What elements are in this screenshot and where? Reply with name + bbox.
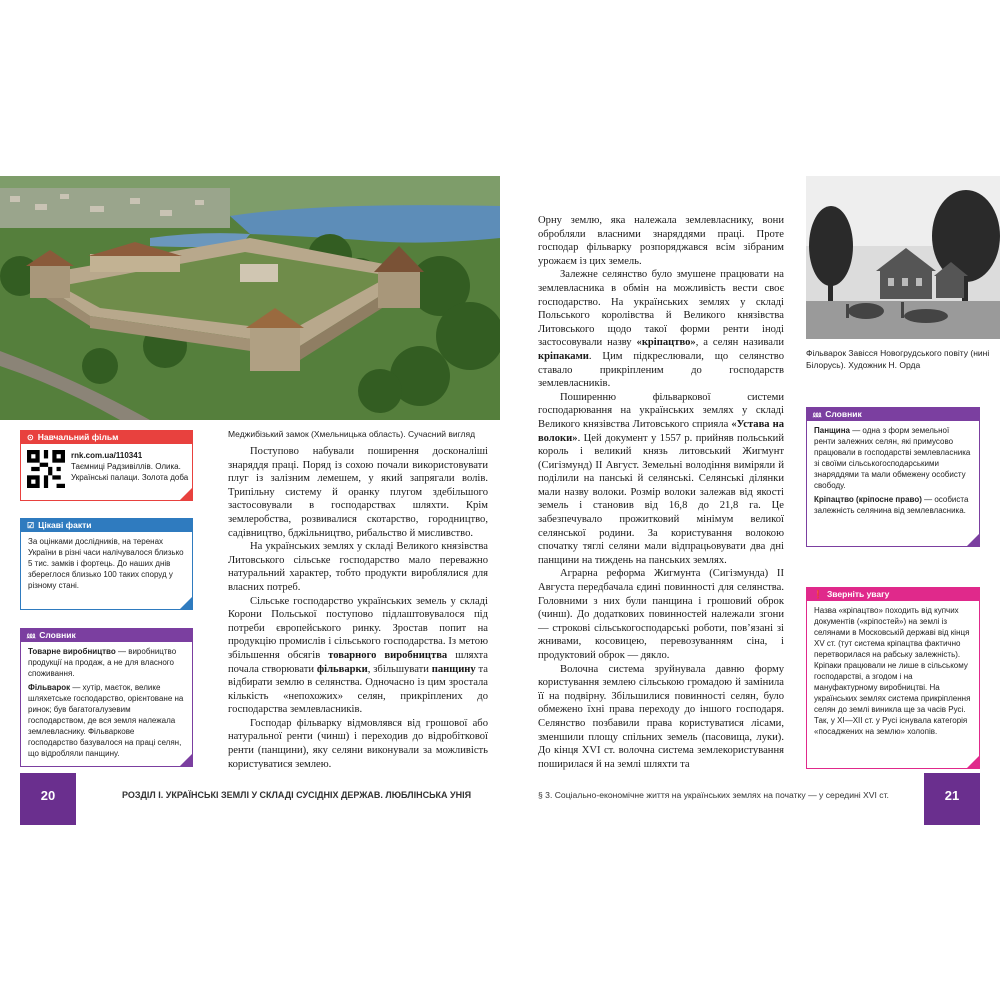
glossary-entry — [814, 494, 972, 516]
play-icon: ⊙ — [27, 433, 34, 442]
text-run: Сільське господарство українських земель у складі Корони Польської поступово підлаштовувалося під потреби європейського ринку. Зростав попит на продукцію промислів і сільського господарства. Із метою збільшення обсягів — [228, 595, 488, 661]
footer-chapter-title: РОЗДІЛ І. УКРАЇНСЬКІ ЗЕМЛІ У СКЛАДІ СУСІДНІХ ДЕРЖАВ. ЛЮБЛІНСЬКА УНІЯ — [122, 790, 472, 800]
box-title: Цікаві факти — [38, 520, 92, 530]
paragraph: Господар фільварку відмовлявся від грошової або натуральної ренти (чинш) і переходив до відробіткової ренти (панщини), яку селяни виконували за можливість користуватися землею. — [228, 717, 488, 770]
paragraph — [538, 391, 784, 568]
paragraph: Аграрна реформа Жигмунта (Сигізмунда) ІІ Августа передбачала єдині повинності для селянства. Головними з них були панщина і грошовий оброк (чинш). До додаткових повинностей належали згони — строкові сільськогосподарські роботи, пов’язані зі жнивами, косовицею, перевозуванням сіна, і продуктовий оброк — дякло. — [538, 568, 784, 661]
film-link[interactable]: rnk.com.ua/110341 — [71, 451, 143, 460]
box-title: Словник — [39, 630, 76, 640]
key-term: фільварки — [316, 663, 368, 675]
glossary-definition: — хутір, маєток, велике шляхетське господарство, орієнтоване на ринок; був багатогалузевим господарством, де вся земля належала землевласнику. Фільваркове господарство базувалося на праці селян, що відробляли панщину. — [28, 683, 184, 758]
text-run: . Цей документ у 1557 р. прийняв польський король і великий князь литовський Жигмунт (Сигізмунд) ІІ Август. Земельні володіння виміряли й поділили на панські й селянські. Селянські ділянки мали назву волоки. Розмір волоки залежав від якості земель і становив від 16,8 до 21,8 га. Це забезпечувало прожитковий мінімум великої селянської родини. За користування волокою спочатку тяглі селяни мали відпрацьовувати два дні панщини на тиждень на панських землях. — [538, 432, 784, 566]
qr-code-icon[interactable] — [27, 450, 65, 488]
box-title: Словник — [825, 409, 862, 419]
glossary-entry — [814, 425, 972, 491]
glossary-definition: — особиста залежність селянина від землевласника. — [814, 495, 969, 515]
learning-film-box — [20, 430, 193, 501]
drawing-caption: Фільварок Завісся Новогрудського повіту (нині Білорусь). Художник Н. Орда — [806, 348, 990, 370]
attention-box — [806, 587, 980, 769]
key-term: «кріпацтво» — [636, 337, 696, 349]
box-title: Навчальний фільм — [37, 432, 119, 442]
glossary-definition: — виробництво продукції на продаж, а не для власного споживання. — [28, 647, 177, 678]
page-number-left: 20 — [20, 773, 76, 825]
paragraph: Поступово набували поширення досконаліші знаряддя праці. Поряд із сохою почали використовувати плуг із залізним лемешем, у який запрягали волів. Трипільну систему й оранку плугом здебільшого застосовували в господарствах шляхти. Крім землеробства, розвивалися скотарство, городництво, садівництво, бджільництво, рибальство й мисливство. — [228, 446, 488, 539]
film-description: Таємниці Радзивіллів. Олика. Українські палаци. Золота доба — [71, 462, 189, 482]
box-title: Зверніть увагу — [826, 589, 890, 599]
glossary-entry — [28, 646, 185, 679]
glossary-term: Фільварок — [28, 683, 71, 692]
text-run: , збільшувати — [367, 663, 432, 675]
checkbox-icon: ☑ — [27, 521, 35, 530]
footer-section-title: § 3. Соціально-економічне життя на українських землях на початку — у середині XVI ст. — [538, 790, 889, 800]
paragraph: Волочна система зруйнувала давню форму користування землею сільською громадою й замінила її на подвірну. Збільшилися повинності селян, було обмежено їхні права переходу до іншого господаря. Селянство позбавили права користуватися лісами, зменшили площу спільних земель (пасовища, луки). До кінця XVI ст. волочна система землекористування поширилася й на землі шляхти та — [538, 663, 784, 770]
corner-mark — [967, 534, 979, 546]
key-term: «Устава на волоки» — [538, 418, 785, 444]
left-column-text — [228, 445, 488, 771]
paragraph — [538, 268, 784, 390]
exclamation-icon: ❗ — [813, 590, 823, 599]
corner-mark — [967, 756, 979, 768]
glossary-term: Панщина — [814, 426, 850, 435]
key-term: кріпаками — [538, 350, 589, 362]
castle-photo — [0, 176, 500, 420]
text-run: шляхта почала створювати — [228, 649, 488, 675]
text-run: . Цим підкреслювали, що селянство ставало прикріпленим до господарств землевласників. — [538, 350, 784, 390]
facts-text: За оцінками дослідників, на теренах України в різні часи налічувалося близько 5 тис. замків і фортець. До наших днів збереглося близько 100 таких споруд у різному стані. — [28, 537, 184, 590]
key-term: панщину — [431, 663, 476, 675]
manor-drawing — [806, 176, 1000, 339]
paragraph — [228, 595, 488, 717]
text-run: Залежне селянство було змушене працювати на землевласника в обмін на можливість вести своє господарство. На українських землях у складі Польського королівства й Великого князівства Литовського щодо такої форми ренти іноді застосовували назву — [538, 269, 784, 349]
text-run: Поширенню фільваркової системи господарювання на українських землях у складі Великого князівства Литовського сприяла — [538, 391, 784, 430]
glossary-term: Товарне виробництво — [28, 647, 116, 656]
glossary-term: Кріпацтво (кріпосне право) — [814, 495, 922, 504]
corner-mark — [180, 488, 192, 500]
page-number-right: 21 — [924, 773, 980, 825]
right-column-text — [538, 214, 784, 771]
photo-caption: Меджибізький замок (Хмельницька область). Сучасний вигляд — [228, 429, 476, 439]
key-term: товарного виробництва — [328, 649, 448, 661]
paragraph: Орну землю, яка належала землевласнику, вони обробляли власними знаряддями праці. Проте господар фільварку розпоряджався всім зібраним урожаєм із цих земель. — [538, 215, 784, 267]
text-run: , а селян називали — [695, 337, 784, 349]
glossary-definition: — одна з форм земельної ренти залежних селян, які примусово працювали в господарстві землевласника зі своїми сільськогосподарськими знаряддями та мали обмежену особисту свободу. — [814, 426, 971, 490]
interesting-facts-box — [20, 518, 193, 610]
corner-mark — [180, 754, 192, 766]
glossary-entry — [28, 682, 185, 759]
book-icon: ⅏ — [813, 410, 822, 419]
attention-text: Назва «кріпацтво» походить від купчих документів («кріпостей») на землі із селянами в Московській державі від кінця XV ст. (тут система кріпацтва фактично перетворилася на рабську залежність). Кріпаки працювали не лише в сільському господарстві, а згодом і на мануфактурному виробництві. На українських землях система прикріплення селян до землі виникла ще за часів Русі. Так, у ХІ—ХІІ ст. у Русі існувала категорія «посаджених на землю» холопів. — [814, 606, 971, 736]
corner-mark — [180, 597, 192, 609]
text-run: та відбирати землю в селянства. Одночасно із цим зростала кількість «непохожих» селян, прикріплених до господарства землевласників. — [228, 663, 488, 716]
glossary-box-left — [20, 628, 193, 767]
book-icon: ⅏ — [27, 631, 36, 640]
glossary-box-right — [806, 407, 980, 547]
paragraph: На українських землях у складі Великого князівства Литовського сільське господарство мало переважно натуральний характер, тобто продукти вироблялися для власних потреб. — [228, 541, 488, 593]
